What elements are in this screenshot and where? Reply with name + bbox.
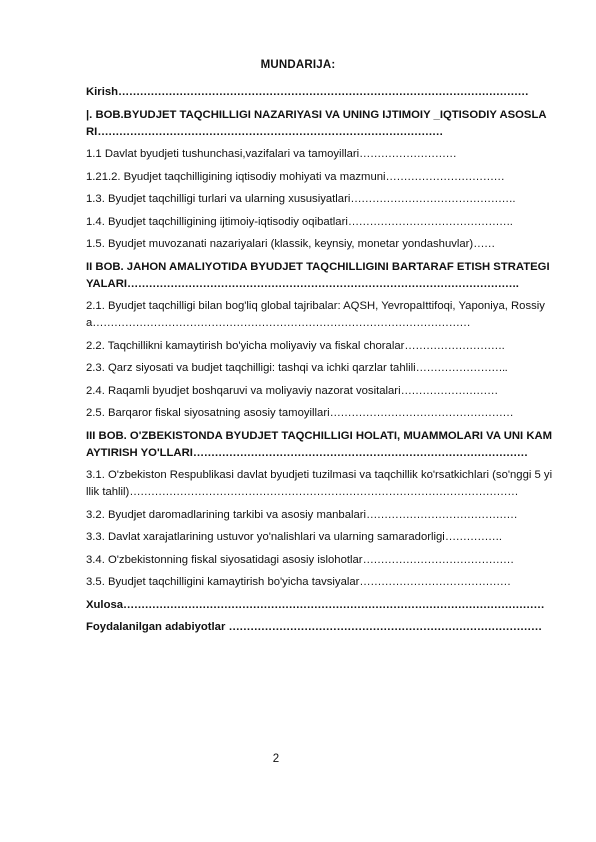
toc-entry-leader-dots: …… xyxy=(473,238,495,250)
toc-entry[interactable] xyxy=(86,574,554,591)
toc-entry-text: Foydalanilgan adabiyotlar xyxy=(86,621,229,633)
toc-entry-text: |. BOB.BYUDJET TAQCHILLIGI NAZARIYASI VA UNING IJTIMOIY _IQTISODIY ASOSLARI xyxy=(86,108,547,138)
toc-entry-leader-dots: ………………………………………………………………………………… xyxy=(192,446,528,459)
toc-entry[interactable] xyxy=(86,169,554,186)
toc-entry[interactable] xyxy=(86,383,554,400)
toc-entry-text: 3.5. Byudjet taqchilligini kamaytirish bo'yicha tavsiyalar xyxy=(86,576,360,588)
toc-entry[interactable] xyxy=(86,360,554,377)
toc-entry[interactable] xyxy=(86,259,554,293)
toc-entry[interactable] xyxy=(86,146,554,163)
toc-entry-leader-dots: ………………………………………………………………………………………………. xyxy=(127,277,519,290)
toc-entry-leader-dots: ……………………………………………………………………………………………………… xyxy=(123,598,545,611)
toc-entry-text: 3.2. Byudjet daromadlarining tarkibi va asosiy manbalari xyxy=(86,508,367,521)
toc-entry-leader-dots: …………………………………… xyxy=(362,553,514,566)
toc-entry-leader-dots: ………………………. xyxy=(404,339,505,352)
toc-entry[interactable] xyxy=(86,507,554,524)
toc-entry[interactable] xyxy=(86,214,554,231)
toc-entry-leader-dots: …………………………………………………………………………… xyxy=(228,621,542,633)
toc-entry-text: 2.2. Taqchillikni kamaytirish bo'yicha moliyaviy va fiskal choralar xyxy=(86,339,405,352)
toc-entry[interactable] xyxy=(86,619,554,636)
toc-entry-text: Kirish xyxy=(86,86,119,98)
contents-title: MUNDARIJA: xyxy=(260,59,336,71)
toc-entry-text: 3.3. Davlat xarajatlarining ustuvor yo'nalishlari va ularning samaradorligi xyxy=(86,531,445,543)
toc-entry[interactable] xyxy=(86,467,554,501)
toc-entry[interactable] xyxy=(86,552,554,569)
toc-entry-text: 3.4. O'zbekistonning fiskal siyosatidagi asosiy islohotlar xyxy=(86,553,363,566)
toc-entry-text: 1.21.2. Byudjet taqchilligining iqtisodiy mohiyati va mazmuni xyxy=(86,170,386,183)
toc-entry[interactable] xyxy=(86,191,554,208)
toc-entry[interactable] xyxy=(86,298,554,332)
toc-entry[interactable] xyxy=(86,597,554,614)
toc-entry-text: Xulosa xyxy=(86,598,124,611)
toc-entry-leader-dots: ……………………… xyxy=(400,384,498,397)
toc-entry-text: 1.3. Byudjet taqchilligi turlari va ularning xususiyatlari xyxy=(86,193,351,205)
toc-entry-leader-dots: ……………………… xyxy=(359,148,457,160)
toc-entry[interactable] xyxy=(86,529,554,546)
toc-entry[interactable] xyxy=(86,338,554,355)
toc-entry-leader-dots: …………………………………… xyxy=(366,508,518,521)
toc-entry[interactable] xyxy=(86,428,554,462)
toc-entry-leader-dots: ……………. xyxy=(444,531,502,543)
table-of-contents xyxy=(86,84,554,642)
toc-entry-text: III BOB. O'ZBEKISTONDA BYUDJET TAQCHILLIGI HOLATI, MUAMMOLARI VA UNI KAMAYTIRISH YO'LLARI xyxy=(86,429,553,459)
toc-entry-leader-dots: ……………………………………………………………………………………………… xyxy=(129,486,518,498)
toc-entry-leader-dots: ………………………………………. xyxy=(350,193,515,205)
toc-entry-text: 2.5. Barqaror fiskal siyosatning asosiy tamoyillari xyxy=(86,407,330,419)
toc-entry-leader-dots: ………………………………………. xyxy=(347,215,513,228)
toc-entry[interactable] xyxy=(86,107,554,141)
toc-entry[interactable] xyxy=(86,405,554,422)
toc-entry[interactable] xyxy=(86,84,554,101)
toc-entry-text: 1.1 Davlat byudjeti tushunchasi,vazifalari va tamoyillari xyxy=(86,148,360,160)
toc-entry-text: 1.5. Byudjet muvozanati nazariyalari (klassik, keynsiy, monetar yondashuvlar) xyxy=(86,238,474,250)
toc-entry-leader-dots: …………………………………………… xyxy=(329,407,514,419)
toc-entry[interactable] xyxy=(86,236,554,253)
toc-entry-leader-dots: …………………………………………………………………………………… xyxy=(97,125,443,138)
toc-entry-leader-dots: …………………………………………………………………………………………… xyxy=(92,317,471,329)
toc-entry-text: 2.4. Raqamli byudjet boshqaruvi va moliyaviy nazorat vositalari xyxy=(86,384,401,397)
toc-entry-text: 1.4. Byudjet taqchilligining ijtimoiy-iqtisodiy oqibatlari xyxy=(86,215,348,228)
toc-entry-text: 3.1. O'zbekiston Respublikasi davlat byudjeti tuzilmasi va taqchillik ko'rsatkichlari (so'nggi 5 yillik tahlil) xyxy=(86,469,553,498)
toc-entry-leader-dots: …………………….. xyxy=(415,362,508,374)
toc-entry-text: 2.1. Byudjet taqchilligi bilan bog'liq global tajribalar: AQSH, YevropaIttifoqi, Yaponiya, Rossiya xyxy=(86,300,545,329)
page-number: 2 xyxy=(272,753,280,765)
toc-entry-leader-dots: …………………………………… xyxy=(359,576,511,588)
toc-entry-leader-dots: …………………………………………………………………………………………………… xyxy=(118,86,529,98)
toc-entry-leader-dots: …………………………… xyxy=(385,170,505,183)
toc-entry-text: 2.3. Qarz siyosati va budjet taqchilligi: tashqi va ichki qarzlar tahlili xyxy=(86,362,416,374)
toc-entry-text: II BOB. JAHON AMALIYOTIDA BYUDJET TAQCHILLIGINI BARTARAF ETISH STRATEGIYALARI xyxy=(86,260,550,290)
